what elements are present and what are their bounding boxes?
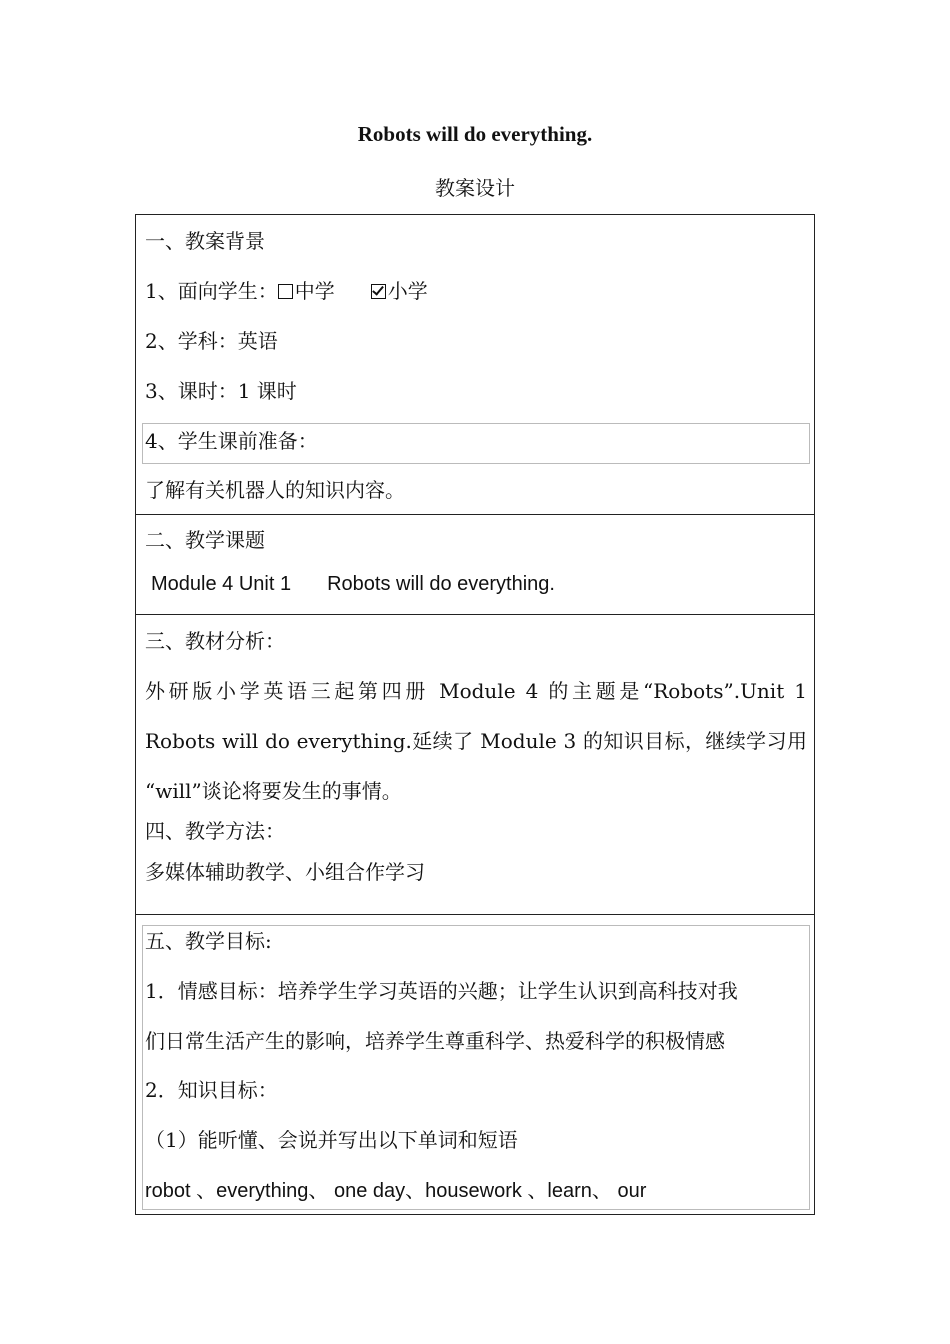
section-analysis <box>135 614 815 915</box>
method-heading: 四、教学方法： <box>145 819 285 843</box>
method-content: 多媒体辅助教学、小组合作学习 <box>145 860 425 884</box>
audience-label: 1、面向学生： <box>145 279 278 303</box>
analysis-line-2: Robots will do everything.延续了 Module 3 的知识目标，继续学习用 <box>145 729 807 753</box>
goal1-line-1: 1．情感目标：培养学生学习英语的兴趣；让学生认识到高科技对我 <box>145 979 738 1003</box>
document-subtitle: 教案设计 <box>435 176 515 200</box>
option-middle-school: 中学 <box>294 279 335 303</box>
goal1-line-2: 们日常生活产生的影响，培养学生尊重科学、热爱科学的积极情感 <box>145 1029 725 1053</box>
background-heading: 一、教案背景 <box>145 229 265 253</box>
subject-line: 2、学科：英语 <box>145 329 278 353</box>
objectives-frame <box>142 925 810 1210</box>
topic-heading: 二、教学课题 <box>145 528 265 552</box>
analysis-line-3: “will”谈论将要发生的事情。 <box>145 779 402 803</box>
topic-module: Module 4 Unit 1 <box>151 573 292 595</box>
checkbox-unchecked-icon <box>278 284 293 299</box>
vocabulary-words: robot 、everything、 one day、housework 、learn、 our <box>145 1180 647 1202</box>
prep-content: 了解有关机器人的知识内容。 <box>145 478 405 502</box>
section-background <box>135 214 815 515</box>
goal2-heading: 2．知识目标： <box>145 1078 278 1102</box>
document-title: Robots will do everything. <box>357 122 593 146</box>
topic-line <box>151 573 555 596</box>
analysis-line-1: 外研版小学英语三起第四册 Module 4 的主题是“Robots”.Unit 1 <box>145 679 807 703</box>
topic-title: Robots will do everything. <box>327 573 555 595</box>
prep-label: 4、学生课前准备： <box>145 429 318 453</box>
checkbox-checked-icon <box>371 284 386 299</box>
section-topic <box>135 514 815 615</box>
period-line: 3、课时：1 课时 <box>145 379 297 403</box>
analysis-heading: 三、教材分析： <box>145 629 285 653</box>
goal2-sub: （1）能听懂、会说并写出以下单词和短语 <box>145 1128 518 1152</box>
objectives-heading: 五、教学目标: <box>145 929 272 953</box>
section-objectives <box>135 914 815 1215</box>
audience-row <box>145 275 428 304</box>
option-primary-school: 小学 <box>387 279 428 303</box>
